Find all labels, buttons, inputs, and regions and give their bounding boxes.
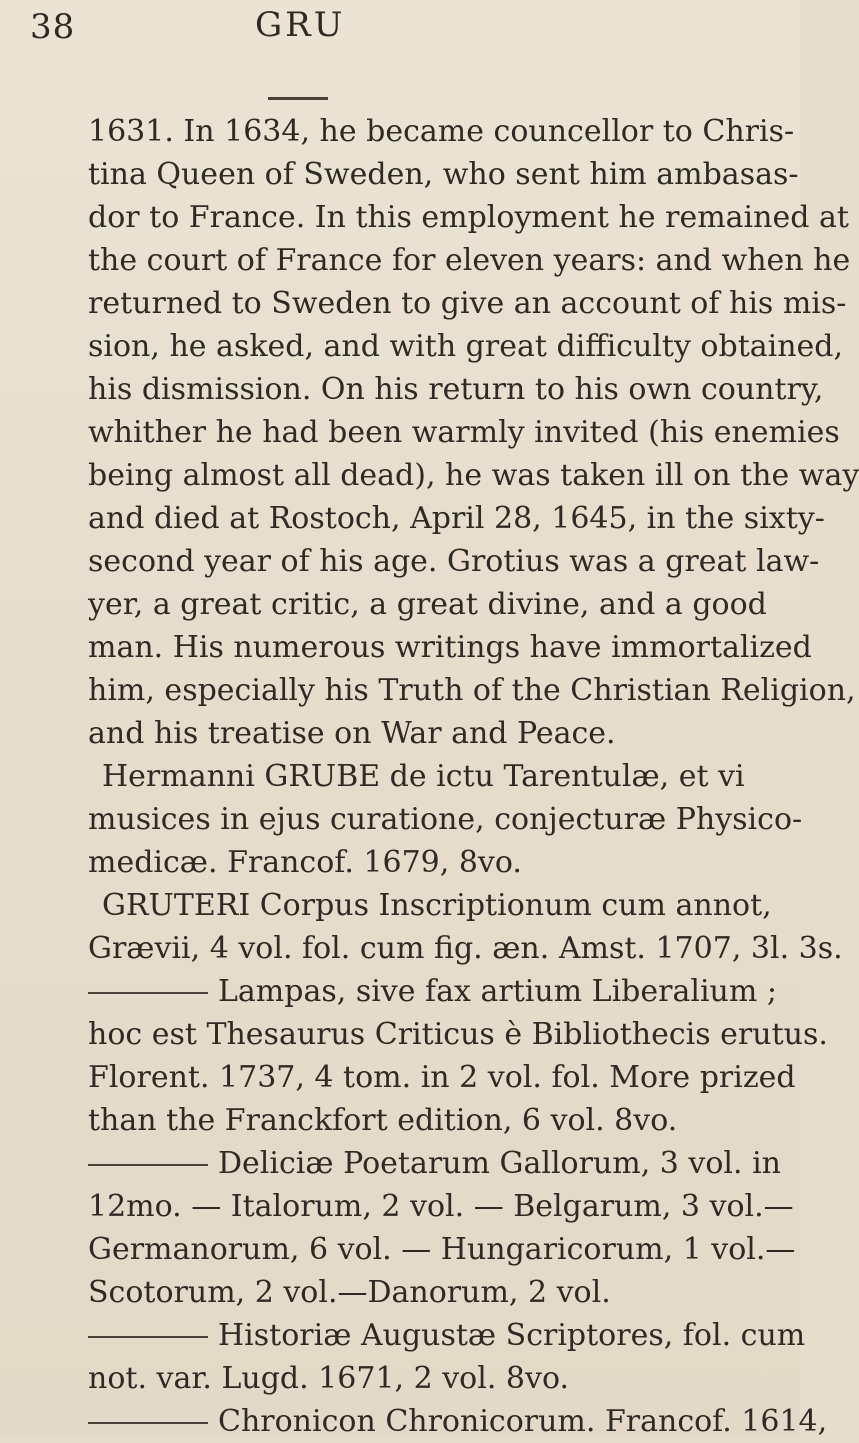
text-line: and died at Rostoch, April 28, 1645, in the sixty- — [88, 501, 825, 536]
text-line: the court of France for eleven years: and when he — [88, 243, 851, 278]
ditto-dash — [88, 992, 208, 994]
catalog-entry-line: 12mo. — Italorum, 2 vol. — Belgarum, 3 vol.— — [88, 1189, 794, 1224]
catalog-entry-line — [88, 1142, 781, 1185]
catalog-entry-text: Chronicon Chronicorum. Francof. 1614, — [218, 1404, 828, 1439]
text-line: second year of his age. Grotius was a great law- — [88, 544, 820, 579]
ditto-dash — [88, 1422, 208, 1424]
text-line: being almost all dead), he was taken ill on the way — [88, 458, 859, 493]
catalog-entry-line — [88, 1400, 828, 1443]
text-line: his dismission. On his return to his own country, — [88, 372, 824, 407]
catalog-entry-text: Deliciæ Poetarum Gallorum, 3 vol. in — [218, 1146, 781, 1181]
catalog-entry-line: Florent. 1737, 4 tom. in 2 vol. fol. More prized — [88, 1060, 796, 1095]
catalog-entry-line: medicæ. Francof. 1679, 8vo. — [88, 845, 522, 880]
text-line: man. His numerous writings have immortalized — [88, 630, 812, 665]
page-number: 38 — [30, 7, 76, 47]
text-line: yer, a great critic, a great divine, and a good — [88, 587, 767, 622]
catalog-entry-text: Lampas, sive fax artium Liberalium ; — [218, 974, 777, 1009]
catalog-entry-line: Hermanni GRUBE de ictu Tarentulæ, et vi — [102, 759, 745, 794]
catalog-entry-line: GRUTERI Corpus Inscriptionum cum annot, — [102, 888, 772, 923]
text-line: tina Queen of Sweden, who sent him ambasas- — [88, 157, 799, 192]
text-line: returned to Sweden to give an account of his mis- — [88, 286, 847, 321]
body-text — [88, 110, 859, 1443]
catalog-entry-line: than the Franckfort edition, 6 vol. 8vo. — [88, 1103, 678, 1138]
catalog-entry-line: musices in ejus curatione, conjecturæ Physico- — [88, 802, 803, 837]
catalog-entry-text: Historiæ Augustæ Scriptores, fol. cum — [218, 1318, 806, 1353]
catalog-entry-line: Grævii, 4 vol. fol. cum fig. æn. Amst. 1707, 3l. 3s. — [88, 931, 843, 966]
ditto-dash — [88, 1336, 208, 1338]
catalog-entry-line: Germanorum, 6 vol. — Hungaricorum, 1 vol.— — [88, 1232, 796, 1267]
catalog-entry-line: Scotorum, 2 vol.—Danorum, 2 vol. — [88, 1275, 611, 1310]
text-line: dor to France. In this employment he remained at — [88, 200, 849, 235]
text-line: and his treatise on War and Peace. — [88, 716, 616, 751]
text-line: 1631. In 1634, he became councellor to Chris- — [88, 114, 795, 149]
text-line: whither he had been warmly invited (his enemies — [88, 415, 840, 450]
catalog-entry-line: hoc est Thesaurus Criticus è Bibliothecis erutus. — [88, 1017, 828, 1052]
text-line: sion, he asked, and with great difficulty obtained, — [88, 329, 844, 364]
text-line: him, especially his Truth of the Christian Religion, — [88, 673, 856, 708]
catalog-entry-line — [88, 1314, 806, 1357]
running-head: GRU — [255, 5, 346, 45]
catalog-entry-line: not. var. Lugd. 1671, 2 vol. 8vo. — [88, 1361, 570, 1396]
ditto-dash — [88, 1164, 208, 1166]
catalog-entry-line — [88, 970, 778, 1013]
header-rule — [268, 97, 328, 100]
